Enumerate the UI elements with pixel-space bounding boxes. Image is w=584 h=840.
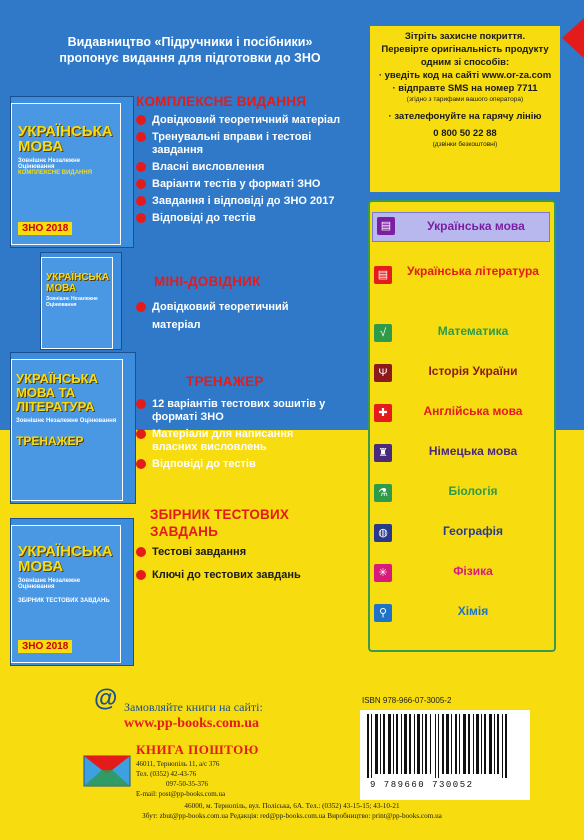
bullet-item: Матеріали для написання власних висловлень — [136, 428, 336, 454]
cover-subtitle: Зовнішнє Незалежне Оцінювання — [16, 418, 117, 424]
cover-title: УКРАЇНСЬКА МОВА — [46, 272, 110, 294]
post-address: 46011, Тернопіль 11, а/с 376 — [136, 760, 220, 768]
order-online — [94, 686, 294, 738]
section-title-complex: КОМПЛЕКСНЕ ВИДАННЯ — [136, 94, 307, 109]
atom-icon: ✳ — [374, 564, 392, 582]
bullet-item: Завдання і відповіді до ЗНО 2017 — [136, 195, 356, 208]
subject-item[interactable]: ✚ Англійська мова — [370, 398, 554, 438]
cover-subtitle: Зовнішнє Незалежне Оцінювання — [18, 158, 81, 170]
cover-kind: ЗБІРНИК ТЕСТОВИХ ЗАВДАНЬ — [18, 598, 110, 604]
bullet-icon — [136, 162, 146, 172]
section-title-tests: ЗБІРНИК ТЕСТОВИХ ЗАВДАНЬ — [150, 507, 290, 539]
post-email[interactable]: E-mail: post@pp-books.com.ua — [136, 790, 226, 798]
book-mini[interactable] — [40, 252, 122, 350]
bullet-icon — [136, 399, 146, 409]
cover-title: УКРАЇНСЬКА МОВА — [18, 123, 113, 155]
barcode — [360, 710, 530, 800]
code-note-2: (дзвінки безкоштовні) — [432, 141, 498, 148]
code-line-1: Зітріть захисне покриття. — [404, 31, 526, 42]
subject-item[interactable]: ◍ Географія — [370, 518, 554, 558]
post-tel-2: 097-50-35-376 — [166, 780, 208, 788]
code-note-1: (згідно з тарифами вашого оператора) — [406, 96, 524, 103]
bullet-icon — [136, 179, 146, 189]
bullet-icon — [136, 196, 146, 206]
book-trainer[interactable] — [10, 352, 136, 504]
code-line-6: · зателефонуйте на гарячу лінію — [388, 111, 542, 122]
authenticity-box — [370, 26, 560, 192]
bullets-tests — [136, 546, 336, 586]
subject-item[interactable]: ♜ Німецька мова — [370, 438, 554, 478]
header-line-2: пропонує видання для підготовки до ЗНО — [59, 51, 321, 65]
cover-year: ЗНО 2018 — [18, 222, 72, 235]
bullet-item: Відповіді до тестів — [136, 212, 356, 225]
code-phone: 0 800 50 22 88 — [433, 128, 497, 139]
bullets-complex — [136, 114, 356, 229]
book-cover — [11, 525, 121, 663]
footer-line-1: 46000, м. Тернопіль, вул. Поліська, 6А. Тел.: (0352) 43-15-15; 43-10-21 — [184, 802, 400, 810]
at-icon: @ — [94, 685, 118, 712]
bullet-item: Відповіді до тестів — [136, 458, 336, 471]
flask-icon: ⚲ — [374, 604, 392, 622]
cover-kind: ТРЕНАЖЕР — [16, 434, 84, 448]
bullet-icon — [136, 459, 146, 469]
barcode-icon — [365, 714, 525, 784]
bullet-item: Варіанти тестів у форматі ЗНО — [136, 178, 356, 191]
envelope-icon — [82, 750, 132, 790]
section-title-mini: МІНІ-ДОВІДНИК — [154, 274, 261, 289]
subject-item[interactable]: ▤ Українська література — [370, 260, 554, 300]
bullet-item: Ключі до тестових завдань — [136, 569, 336, 582]
flag-icon: ✚ — [374, 404, 392, 422]
book-icon: ▤ — [377, 217, 395, 235]
sqrt-icon: √ — [374, 324, 392, 342]
footer-line-2: Збут: zbut@pp-books.com.ua Редакція: red@pp-books.com.ua Виробництво: print@pp-books.com.ua — [142, 812, 442, 820]
subject-item[interactable]: ✳ Фізика — [370, 558, 554, 598]
bullet-icon — [136, 302, 146, 312]
subject-item[interactable]: Ψ Історія України — [370, 358, 554, 398]
microscope-icon: ⚗ — [374, 484, 392, 502]
bullet-item: Власні висловлення — [136, 161, 356, 174]
book-cover — [41, 257, 113, 349]
bullet-item: Тренувальні вправи і тестові завдання — [136, 131, 356, 157]
bullet-icon — [136, 115, 146, 125]
cover-title: УКРАЇНСЬКА МОВА ТА ЛІТЕРАТУРА — [16, 371, 98, 414]
subject-item[interactable]: ▤ Українська мова — [372, 212, 550, 242]
cover-title: УКРАЇНСЬКА МОВА — [18, 543, 113, 575]
cover-subtitle: Зовнішнє Незалежне Оцінювання — [46, 296, 98, 308]
code-line-3: одним зі способів: — [420, 57, 510, 68]
barcode-digits: 9 789660 730052 — [370, 780, 474, 790]
bullet-icon — [136, 132, 146, 142]
code-line-5: · відправте SMS на номер 7711 — [392, 83, 538, 94]
subject-item[interactable]: ⚲ Хімія — [370, 598, 554, 638]
subjects-panel — [368, 200, 556, 652]
cover-subtitle: Зовнішнє Незалежне Оцінювання — [18, 578, 81, 590]
book-cover — [11, 359, 123, 501]
book-complex[interactable] — [10, 96, 134, 248]
bullet-item: Тестові завдання — [136, 546, 336, 559]
bullet-icon — [136, 429, 146, 439]
code-line-4: · уведіть код на сайті www.or-za.com — [378, 70, 552, 81]
footer — [0, 802, 584, 822]
bullets-trainer — [136, 398, 336, 475]
eagle-icon: ♜ — [374, 444, 392, 462]
bullet-icon — [136, 213, 146, 223]
order-site-link[interactable]: www.pp-books.com.ua — [124, 716, 259, 731]
post-title: КНИГА ПОШТОЮ — [136, 742, 259, 757]
bullet-item: 12 варіантів тестових зошитів у форматі ЗНО — [136, 398, 336, 424]
bullets-mini — [136, 298, 326, 338]
globe-icon: ◍ — [374, 524, 392, 542]
order-text: Замовляйте книги на сайті: — [124, 700, 263, 714]
section-title-trainer: ТРЕНАЖЕР — [186, 374, 264, 389]
bullet-icon — [136, 570, 146, 580]
bullet-item: Довідковий теоретичний матеріал — [136, 298, 326, 334]
isbn-text: ISBN 978-966-07-3005-2 — [362, 696, 452, 705]
post-tel: Тел. (0352) 42-43-76 — [136, 770, 197, 778]
trident-icon: Ψ — [374, 364, 392, 382]
bullet-icon — [136, 547, 146, 557]
book-icon: ▤ — [374, 266, 392, 284]
cover-year: ЗНО 2018 — [18, 640, 72, 653]
book-cover — [11, 103, 121, 245]
cover-kind: КОМПЛЕКСНЕ ВИДАННЯ — [18, 170, 93, 176]
code-line-2: Перевірте оригінальність продукту — [381, 44, 549, 55]
header-line-1: Видавництво «Підручники і посібники» — [67, 35, 313, 49]
subject-item[interactable]: √ Математика — [370, 318, 554, 358]
arrow-left-icon — [562, 18, 584, 58]
publisher-header — [30, 34, 350, 66]
bullet-item: Довідковий теоретичний матеріал — [136, 114, 356, 127]
book-tests[interactable] — [10, 518, 134, 666]
subject-item[interactable]: ⚗ Біологія — [370, 478, 554, 518]
